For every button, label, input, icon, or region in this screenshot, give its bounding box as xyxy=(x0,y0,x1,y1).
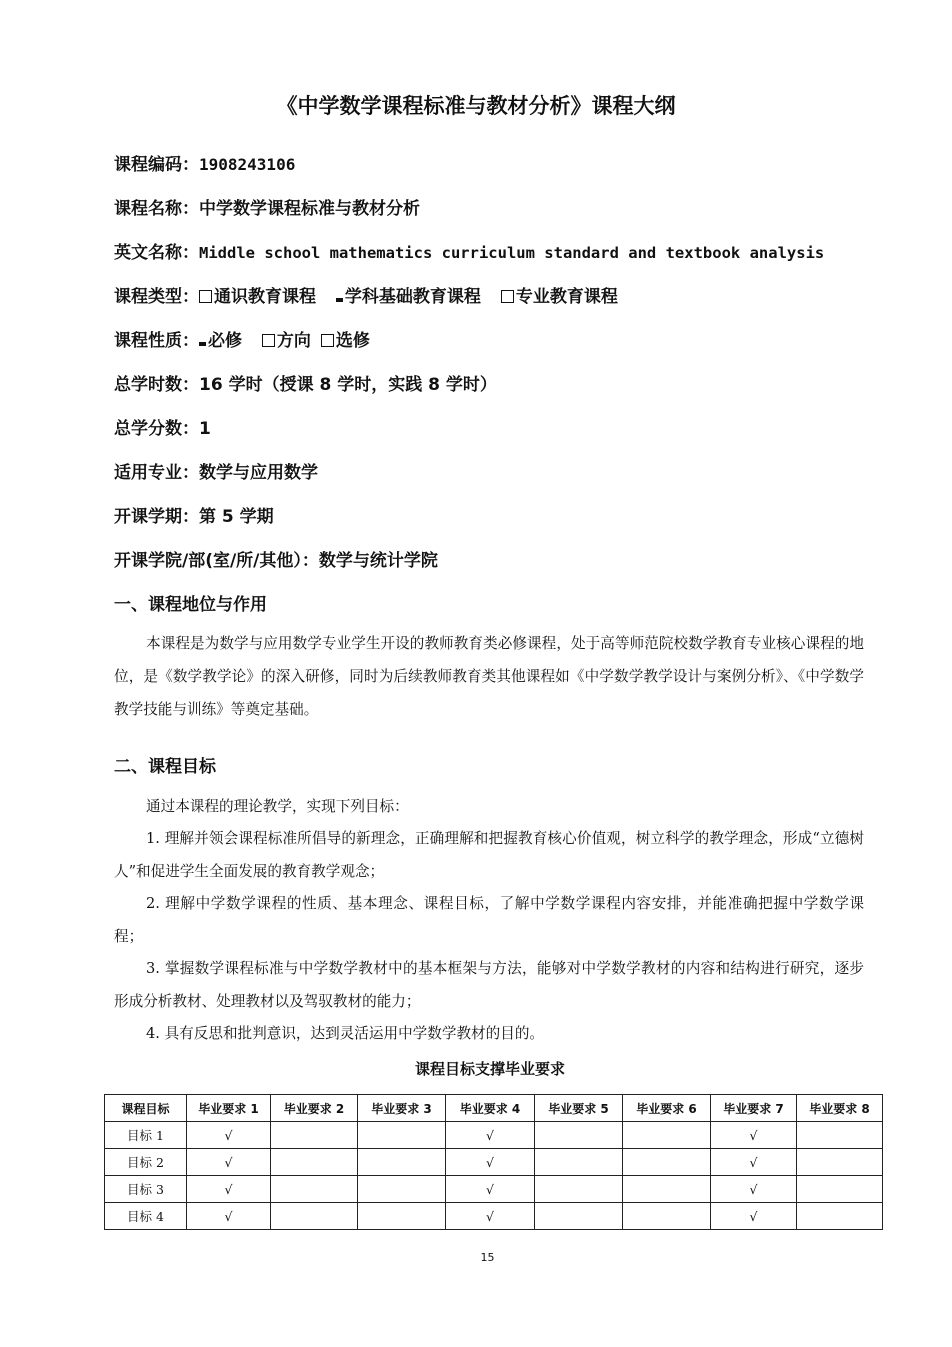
goal-3-text: 3. 掌握数学课程标准与中学数学教材中的基本框架与方法，能够对中学数学教材的内容和结构进行研究，逐步形成分析教材、处理教材以及驾驭教材的能力； xyxy=(114,960,864,1010)
table-row xyxy=(105,1149,883,1176)
course-name-field xyxy=(114,194,420,219)
table-header-cell: 毕业要求 4 xyxy=(446,1095,535,1122)
table-row xyxy=(105,1203,883,1230)
table-header-row xyxy=(105,1095,883,1122)
goal-1-text: 1. 理解并领会课程标准所倡导的新理念，正确理解和把握教育核心价值观，树立科学的教学理念，形成“立德树人”和促进学生全面发展的教育教学观念； xyxy=(114,830,864,880)
goal-3-paragraph xyxy=(114,952,864,1018)
total-credits-label: 总学分数： xyxy=(114,419,199,439)
course-type-option-foundation: 学科基础教育课程 xyxy=(344,287,481,307)
section-heading-course-goals: 二、课程目标 xyxy=(114,757,216,777)
table-cell xyxy=(797,1203,883,1230)
table-cell xyxy=(271,1122,358,1149)
applicable-major-value: 数学与应用数学 xyxy=(199,463,318,483)
table-header-cell: 毕业要求 3 xyxy=(358,1095,446,1122)
table-cell xyxy=(623,1203,711,1230)
table-cell xyxy=(797,1176,883,1203)
college-field xyxy=(114,546,438,571)
table-cell: 目标 4 xyxy=(105,1203,187,1230)
table-header-cell: 毕业要求 6 xyxy=(623,1095,711,1122)
applicable-major-field xyxy=(114,458,318,483)
total-credits-value: 1 xyxy=(199,419,211,439)
table-cell xyxy=(535,1203,623,1230)
table-cell: √ xyxy=(711,1149,797,1176)
checkbox-unchecked-icon xyxy=(321,334,334,347)
course-name-value: 中学数学课程标准与教材分析 xyxy=(199,199,420,219)
table-cell: √ xyxy=(187,1122,271,1149)
table-row xyxy=(105,1122,883,1149)
table-cell: √ xyxy=(711,1176,797,1203)
course-nature-field xyxy=(114,326,370,351)
table-caption: 课程目标支撑毕业要求 xyxy=(414,1060,565,1078)
checkbox-checked-icon xyxy=(199,342,206,346)
course-name-label: 课程名称： xyxy=(114,199,199,219)
table-cell: 目标 3 xyxy=(105,1176,187,1203)
table-cell: √ xyxy=(711,1203,797,1230)
total-hours-value: 16 学时（授课 8 学时，实践 8 学时） xyxy=(199,375,497,395)
table-cell xyxy=(535,1122,623,1149)
total-credits-field xyxy=(114,414,211,439)
table-cell xyxy=(797,1122,883,1149)
checkbox-checked-icon xyxy=(336,298,343,302)
goal-2-text: 2. 理解中学数学课程的性质、基本理念、课程目标，了解中学数学课程内容安排，并能准确把握中学数学课程； xyxy=(114,895,864,945)
total-hours-field xyxy=(114,370,497,395)
college-value: 数学与统计学院 xyxy=(318,551,438,571)
table-cell: √ xyxy=(446,1203,535,1230)
table-cell: √ xyxy=(711,1122,797,1149)
table-cell xyxy=(623,1122,711,1149)
table-cell: √ xyxy=(187,1203,271,1230)
table-header-cell: 毕业要求 5 xyxy=(535,1095,623,1122)
english-name-label: 英文名称： xyxy=(114,243,199,263)
term-label: 开课学期： xyxy=(114,507,199,527)
course-code-label: 课程编码： xyxy=(114,155,199,175)
table-cell xyxy=(797,1149,883,1176)
course-nature-option-required: 必修 xyxy=(208,331,242,351)
table-header-cell: 毕业要求 7 xyxy=(711,1095,797,1122)
course-code-value: 1908243106 xyxy=(199,155,296,174)
goal-2-paragraph xyxy=(114,887,864,953)
page-number: 15 xyxy=(480,1251,495,1264)
checkbox-unchecked-icon xyxy=(262,334,275,347)
term-field xyxy=(114,502,274,527)
table-cell: √ xyxy=(446,1122,535,1149)
checkbox-unchecked-icon xyxy=(501,290,514,303)
checkbox-unchecked-icon xyxy=(199,290,212,303)
goal-4-text: 4. 具有反思和批判意识，达到灵活运用中学数学教材的目的。 xyxy=(146,1025,545,1042)
course-type-field xyxy=(114,282,618,307)
course-status-text: 本课程是为数学与应用数学专业学生开设的教师教育类必修课程，处于高等师范院校数学教育专业核心课程的地位，是《数学教学论》的深入研修，同时为后续教师教育类其他课程如《中学数学教学设计与案例分析》、《中学数学教学技能与训练》等奠定基础。 xyxy=(114,635,864,718)
english-name-field xyxy=(114,238,824,263)
table-cell xyxy=(535,1149,623,1176)
table-cell: √ xyxy=(187,1149,271,1176)
course-nature-option-elective: 选修 xyxy=(335,331,370,351)
course-type-option-professional: 专业教育课程 xyxy=(515,287,618,307)
goals-intro-text: 通过本课程的理论教学，实现下列目标： xyxy=(146,798,409,815)
table-cell xyxy=(358,1149,446,1176)
table-cell xyxy=(623,1149,711,1176)
course-status-paragraph xyxy=(114,627,864,726)
table-cell xyxy=(358,1122,446,1149)
table-cell: 目标 1 xyxy=(105,1122,187,1149)
table-header-cell: 毕业要求 8 xyxy=(797,1095,883,1122)
term-value: 第 5 学期 xyxy=(199,507,274,527)
goals-intro-paragraph xyxy=(114,790,864,823)
course-nature-label: 课程性质： xyxy=(114,331,199,351)
course-nature-option-direction: 方向 xyxy=(276,331,311,351)
document-title: 《中学数学课程标准与教材分析》课程大纲 xyxy=(276,94,676,118)
total-hours-label: 总学时数： xyxy=(114,375,199,395)
table-row xyxy=(105,1176,883,1203)
table-header-cell: 课程目标 xyxy=(105,1095,187,1122)
table-cell xyxy=(623,1176,711,1203)
table-cell xyxy=(271,1149,358,1176)
table-cell xyxy=(358,1203,446,1230)
course-type-label: 课程类型： xyxy=(114,287,199,307)
course-type-option-general: 通识教育课程 xyxy=(214,287,316,307)
section-heading-course-status: 一、课程地位与作用 xyxy=(114,595,267,615)
table-cell xyxy=(358,1176,446,1203)
english-name-value: Middle school mathematics curriculum standard and textbook analysis xyxy=(199,244,825,262)
college-label: 开课学院/部(室/所/其他）： xyxy=(114,551,319,571)
course-code-field xyxy=(114,150,295,175)
table-cell xyxy=(535,1176,623,1203)
applicable-major-label: 适用专业： xyxy=(114,463,199,483)
table-cell xyxy=(271,1176,358,1203)
goals-requirements-table xyxy=(104,1094,883,1230)
goal-4-paragraph xyxy=(114,1017,864,1050)
goal-1-paragraph xyxy=(114,822,864,888)
table-cell: √ xyxy=(446,1176,535,1203)
table-cell xyxy=(271,1203,358,1230)
table-cell: √ xyxy=(446,1149,535,1176)
table-header-cell: 毕业要求 1 xyxy=(187,1095,271,1122)
table-cell: √ xyxy=(187,1176,271,1203)
table-header-cell: 毕业要求 2 xyxy=(271,1095,358,1122)
table-cell: 目标 2 xyxy=(105,1149,187,1176)
